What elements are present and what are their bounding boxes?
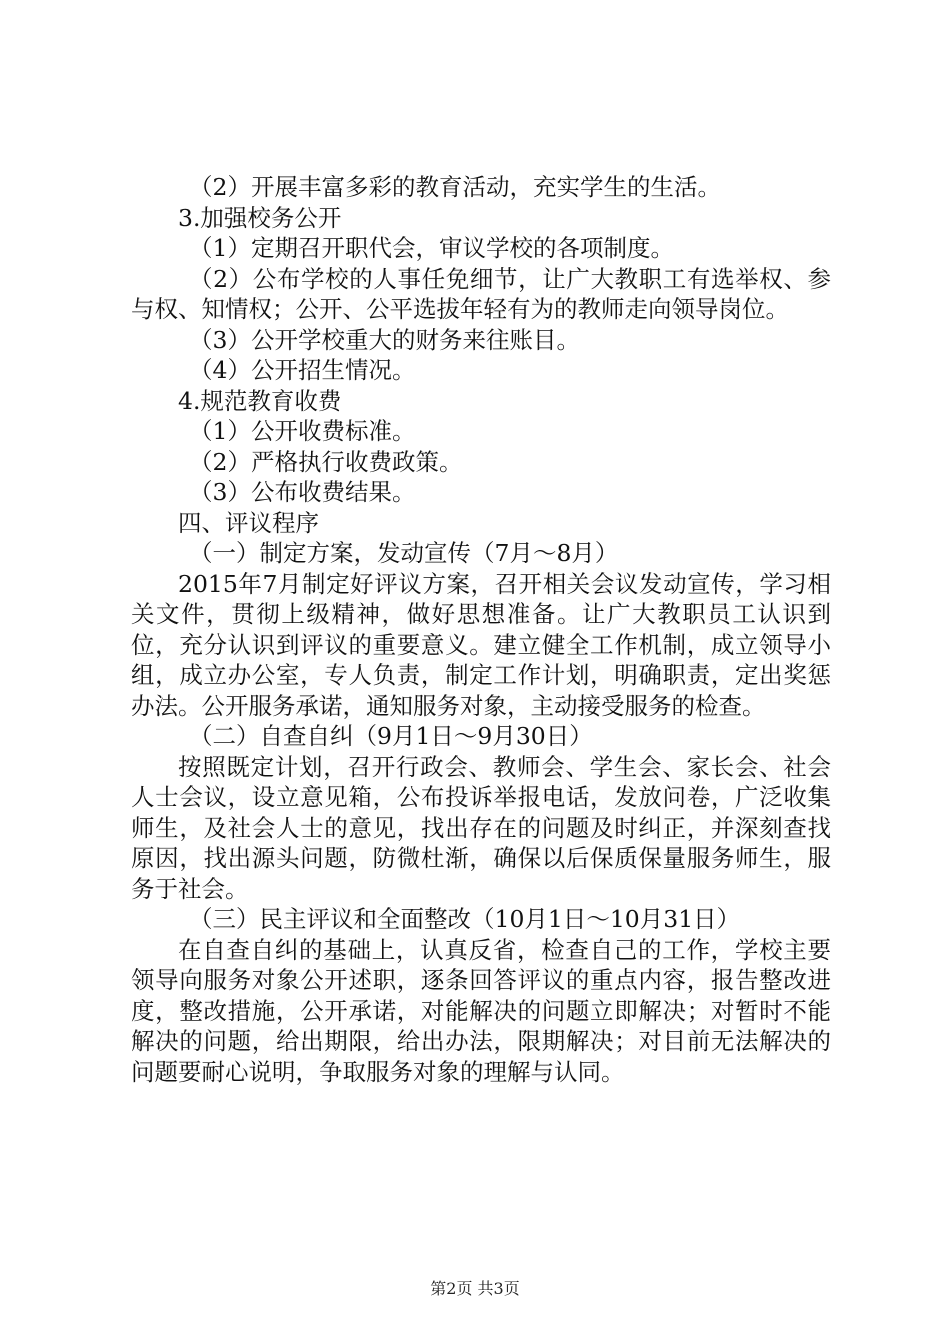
list-item-paragraph [131, 264, 831, 325]
list-item: （2）严格执行收费政策。 [189, 447, 463, 476]
list-item-text: （2）公布学校的人事任免细节，让广大教职工有选举权、参与权、知情权；公开、公平选拔年轻有为的教师走向领导岗位。 [131, 264, 831, 323]
list-item: （4）公开招生情况。 [189, 356, 416, 384]
list-item: （1）定期召开职代会，审议学校的各项制度。 [189, 234, 674, 262]
document-body [131, 172, 831, 1087]
subsection-heading: （三）民主评议和全面整改（10月1日～10月31日） [189, 905, 741, 933]
body-paragraph: 按照既定计划，召开行政会、教师会、学生会、家长会、社会人士会议，设立意见箱，公布投诉举报电话，发放问卷，广泛收集师生，及社会人士的意见，找出存在的问题及时纠正，并深刻查找原因，找出源头问题，防微杜渐，确保以后保质保量服务师生，服务于社会。 [131, 752, 831, 903]
section-heading: 四、评议程序 [178, 508, 319, 537]
list-item: （3）公开学校重大的财务来往账目。 [189, 325, 580, 354]
subsection-heading: （二）自查自纠（9月1日～9月30日） [189, 722, 593, 750]
list-item: （2）开展丰富多彩的教育活动，充实学生的生活。 [189, 173, 721, 201]
body-paragraph: 2015年7月制定好评议方案，召开相关会议发动宣传，学习相关文件，贯彻上级精神，做好思想准备。让广大教职员工认识到位，充分认识到评议的重要意义。建立健全工作机制，成立领导小组，成立办公室，专人负责，制定工作计划，明确职责，定出奖惩办法。公开服务承诺，通知服务对象，主动接受服务的检查。 [131, 569, 831, 720]
list-item: （3）公布收费结果。 [189, 478, 416, 506]
section-heading: 3.加强校务公开 [178, 203, 342, 232]
page-number-footer: 第2页 共3页 [430, 1279, 520, 1298]
subsection-heading: （一）制定方案，发动宣传（7月～8月） [189, 539, 619, 567]
section-heading: 4.规范教育收费 [178, 386, 342, 415]
body-paragraph: 在自查自纠的基础上，认真反省，检查自己的工作，学校主要领导向服务对象公开述职，逐条回答评议的重点内容，报告整改进度，整改措施，公开承诺，对能解决的问题立即解决；对暂时不能解决的问题，给出期限，给出办法，限期解决；对目前无法解决的问题要耐心说明，争取服务对象的理解与认同。 [131, 935, 831, 1086]
list-item: （1）公开收费标准。 [189, 417, 416, 445]
